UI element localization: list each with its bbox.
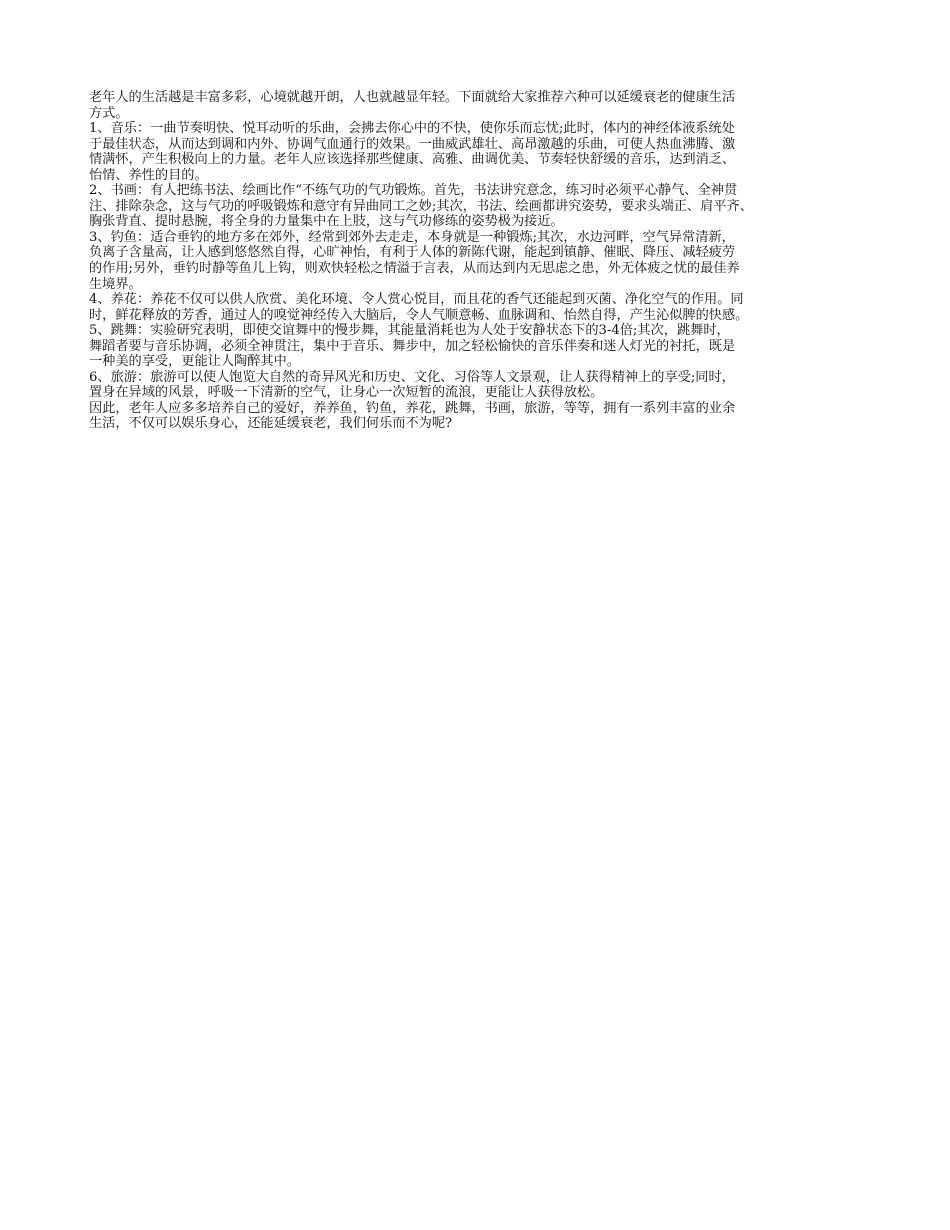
text-line: 时，鲜花释放的芳香，通过人的嗅觉神经传入大脑后，令人气顺意畅、血脉调和、怡然自得，产生沁似脾的快感。 [89, 307, 749, 323]
text-line: 于最佳状态，从而达到调和内外、协调气血通行的效果。一曲威武雄壮、高昂激越的乐曲，可使人热血沸腾、激 [89, 136, 736, 152]
document-body [89, 90, 874, 432]
text-line: 生境界。 [89, 276, 142, 292]
text-line: 方式。 [89, 105, 129, 121]
text-line: 老年人的生活越是丰富多彩，心境就越开朗，人也就越显年轻。下面就给大家推荐六种可以延缓衰老的健康生活 [89, 90, 736, 105]
text-line: 情满怀，产生积极向上的力量。老年人应该选择那些健康、高雅、曲调优美、节奏轻快舒缓的音乐，达到消乏、 [89, 152, 736, 168]
text-line: 因此，老年人应多多培养自己的爱好，养养鱼，钓鱼，养花，跳舞，书画，旅游，等等，拥有一系列丰富的业余 [89, 400, 736, 416]
text-line: 一种美的享受，更能让人陶醉其中。 [89, 354, 300, 370]
text-line: 3、钓鱼：适合垂钓的地方多在郊外，经常到郊外去走走，本身就是一种锻炼;其次，水边河畔，空气异常清新， [89, 229, 735, 245]
text-line: 1、音乐：一曲节奏明快、悦耳动听的乐曲，会拂去你心中的不快，使你乐而忘忧;此时，体内的神经体液系统处 [89, 121, 735, 137]
text-line: 注、排除杂念，这与气功的呼吸锻炼和意守有异曲同工之妙;其次，书法、绘画都讲究姿势，要求头端正、肩平齐、 [89, 198, 753, 214]
text-line: 胸张背直、提时悬腕，将全身的力量集中在上肢，这与气功修练的姿势极为接近。 [89, 214, 564, 230]
text-line: 6、旅游：旅游可以使人饱览大自然的奇异风光和历史、文化、习俗等人文景观，让人获得精神上的享受;同时， [89, 369, 735, 385]
text-line: 怡情、养性的目的。 [89, 167, 208, 183]
text-line: 负离子含量高，让人感到悠悠然自得，心旷神怡，有利于人体的新陈代谢，能起到镇静、催眠、降压、减轻疲劳 [89, 245, 736, 261]
text-line: 的作用;另外，垂钓时静等鱼儿上钩，则欢快轻松之情溢于言表，从而达到内无思虑之患，外无体疲之忧的最佳养 [89, 261, 740, 277]
text-line: 2、书画：有人把练书法、绘画比作“不练气功的气功锻炼。首先，书法讲究意念，练习时必须平心静气、全神贯 [89, 183, 738, 199]
text-line: 舞蹈者要与音乐协调，必须全神贯注，集中于音乐、舞步中，加之轻松愉快的音乐伴奏和迷人灯光的衬托，既是 [89, 338, 736, 354]
text-line: 置身在异域的风景，呼吸一下清新的空气，让身心一次短暂的流浪，更能让人获得放松。 [89, 385, 604, 401]
text-line: 生活，不仅可以娱乐身心，还能延缓衰老，我们何乐而不为呢? [89, 416, 453, 432]
text-line: 5、跳舞：实验研究表明，即使交谊舞中的慢步舞，其能量消耗也为人处于安静状态下的3-4倍;其次，跳舞时， [89, 323, 730, 339]
text-line: 4、养花：养花不仅可以供人欣赏、美化环境、令人赏心悦目，而且花的香气还能起到灭菌、净化空气的作用。同 [89, 292, 744, 308]
